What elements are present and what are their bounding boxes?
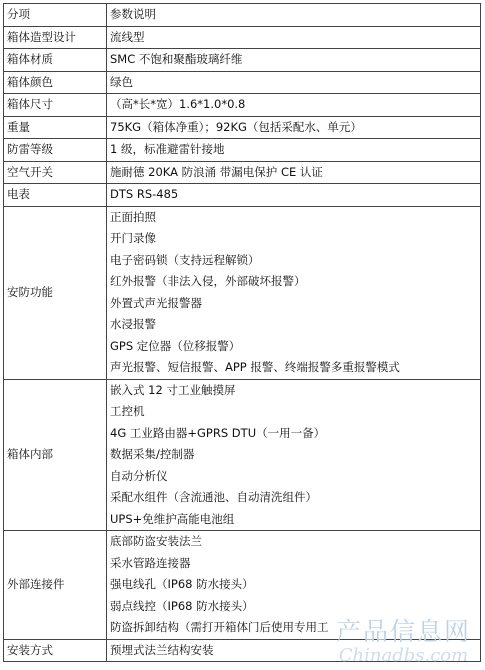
- spec-value-line: DTS RS-485: [110, 187, 179, 201]
- spec-value-line: 1 级，标准避雷针接地: [110, 142, 225, 156]
- spec-row: [4, 26, 481, 49]
- spec-value-line: 嵌入式 12 寸工业触摸屏: [110, 382, 236, 397]
- spec-value-line: 数据采集/控制器: [110, 447, 195, 461]
- spec-key: 电表: [4, 184, 107, 207]
- spec-value-line: 4G 工业路由器+GPRS DTU（一用一备）: [110, 425, 326, 440]
- spec-value-line: 施耐德 20KA 防浪涌 带漏电保护 CE 认证: [110, 164, 323, 179]
- spec-value: [107, 139, 481, 162]
- spec-value: [107, 4, 481, 27]
- spec-table: [3, 3, 481, 662]
- spec-value-line: 防盗拆卸结构（需打开箱体门后使用专用工: [110, 620, 329, 634]
- spec-value-line: 采配水组件（含流通池、自动清洗组件）: [110, 490, 317, 504]
- spec-value-line: UPS+免维护高能电池组: [110, 511, 235, 526]
- spec-value: [107, 116, 481, 139]
- spec-key: 重量: [4, 116, 107, 139]
- spec-value: [107, 94, 481, 117]
- spec-value-line: 电子密码锁（支持远程解锁）: [110, 252, 260, 267]
- spec-value: [107, 531, 481, 640]
- spec-row: [4, 531, 481, 640]
- spec-value-line: 强电线孔（IP68 防水接头）: [110, 577, 254, 591]
- spec-row: [4, 184, 481, 207]
- spec-key: 箱体材质: [4, 49, 107, 72]
- spec-key: 分项: [4, 4, 107, 27]
- spec-value: [107, 206, 481, 379]
- spec-value-line: 自动分析仪: [110, 468, 168, 483]
- spec-value-line: 开门录像: [110, 231, 156, 245]
- spec-row: [4, 4, 481, 27]
- spec-value-line: （高*长*宽）1.6*1.0*0.8: [110, 97, 246, 111]
- spec-value: [107, 639, 481, 662]
- spec-value-line: 采水管路连接器: [110, 555, 191, 570]
- spec-key: 箱体内部: [4, 379, 107, 531]
- spec-row: [4, 161, 481, 184]
- watermark-cn: 产品信息网: [335, 617, 471, 646]
- spec-row: [4, 116, 481, 139]
- spec-value-line: SMC 不饱和聚酯玻璃纤维: [110, 52, 243, 66]
- spec-key: 空气开关: [4, 161, 107, 184]
- spec-key: 防雷等级: [4, 139, 107, 162]
- spec-value-line: 绿色: [110, 74, 133, 89]
- spec-value-line: 底部防盗安装法兰: [110, 534, 202, 548]
- watermark-en: Chinadbs.com: [338, 645, 469, 666]
- spec-value-line: 工控机: [110, 404, 145, 418]
- spec-key: 安防功能: [4, 206, 107, 379]
- spec-value: [107, 379, 481, 531]
- spec-key: 外部连接件: [4, 531, 107, 640]
- spec-row: [4, 71, 481, 94]
- spec-value-line: 弱点线控（IP68 防水接头）: [110, 598, 254, 613]
- spec-value: [107, 71, 481, 94]
- spec-value: [107, 49, 481, 72]
- spec-value-line: 预埋式法兰结构安装: [110, 642, 214, 657]
- spec-key: 箱体造型设计: [4, 26, 107, 49]
- spec-value-line: 外置式声光报警器: [110, 295, 202, 310]
- spec-value-line: GPS 定位器（位移报警）: [110, 338, 241, 353]
- spec-value: [107, 26, 481, 49]
- spec-row: [4, 139, 481, 162]
- spec-key: 箱体颜色: [4, 71, 107, 94]
- spec-value-line: 流线型: [110, 29, 145, 44]
- spec-row: [4, 379, 481, 531]
- spec-value-line: 水浸报警: [110, 317, 156, 331]
- spec-row: [4, 639, 481, 662]
- spec-value-line: 75KG（箱体净重）；92KG（包括采配水、单元）: [110, 119, 362, 134]
- spec-value-line: 参数说明: [110, 7, 156, 21]
- spec-value: [107, 184, 481, 207]
- spec-row: [4, 49, 481, 72]
- spec-value-line: 红外报警（非法入侵，外部破坏报警）: [110, 274, 306, 288]
- spec-key: 箱体尺寸: [4, 94, 107, 117]
- spec-value: [107, 161, 481, 184]
- spec-value-line: 声光报警、短信报警、APP 报警、终端报警多重报警模式: [110, 360, 400, 374]
- spec-table-body: [4, 4, 481, 662]
- spec-row: [4, 94, 481, 117]
- spec-key: 安装方式: [4, 639, 107, 662]
- spec-value-line: 正面拍照: [110, 209, 156, 224]
- spec-row: [4, 206, 481, 379]
